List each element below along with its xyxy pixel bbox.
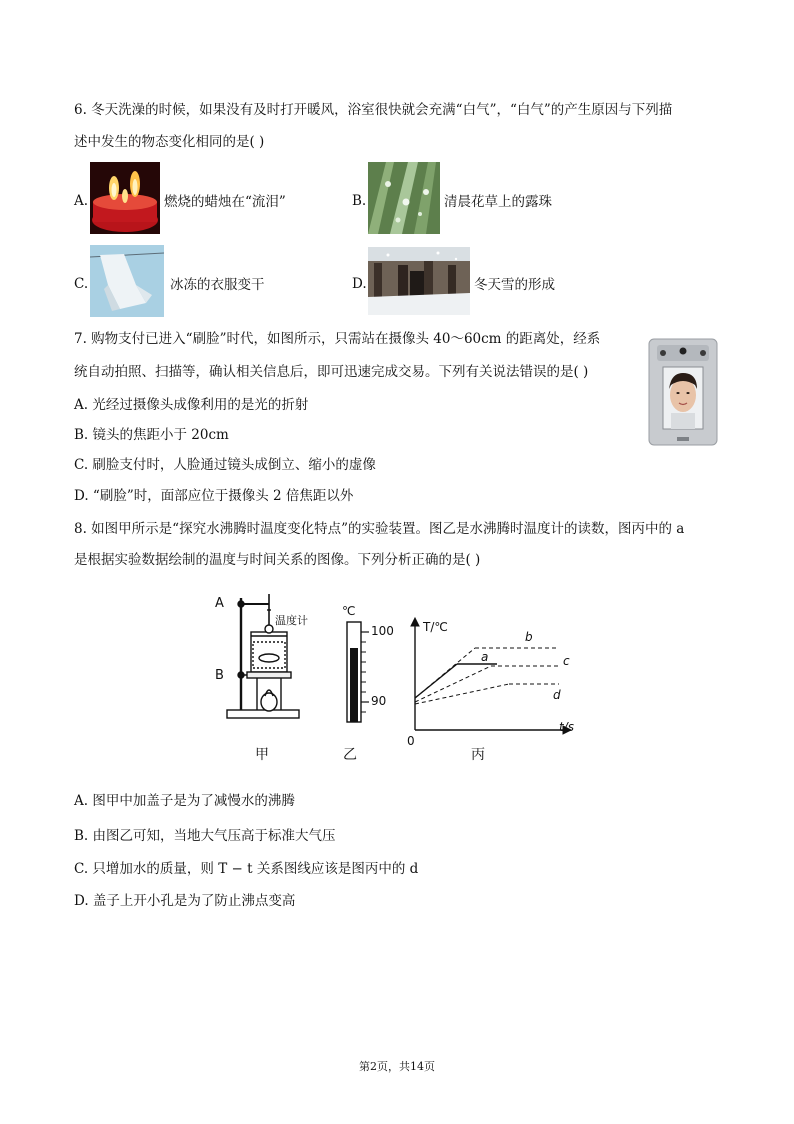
q6-option-d-text: 冬天雪的形成 bbox=[474, 277, 555, 293]
q7-stem-line2: 统自动拍照、扫描等，确认相关信息后，即可迅速完成交易。下列有关说法错误的是( ) bbox=[74, 364, 589, 380]
candle-photo-icon bbox=[90, 162, 160, 234]
q7-option-d: D. “刷脸”时，面部应位于摄像头 2 倍焦距以外 bbox=[74, 488, 354, 504]
q6-stem-line2: 述中发生的物态变化相同的是( ) bbox=[74, 134, 265, 150]
q6-option-a-letter: A. bbox=[74, 193, 89, 209]
fig-jia-point-b: B bbox=[215, 668, 224, 683]
fig-jia-thermometer-label: 温度计 bbox=[275, 614, 308, 627]
fig-bing-x-label: t/s bbox=[559, 720, 574, 734]
q6-option-b-text: 清晨花草上的露珠 bbox=[444, 194, 552, 210]
q8-figure bbox=[205, 580, 585, 770]
q8-option-b: B. 由图乙可知，当地大气压高于标准大气压 bbox=[74, 828, 336, 844]
fig-yi-unit: ℃ bbox=[342, 604, 356, 618]
fig-yi-top-value: 100 bbox=[371, 624, 394, 638]
fig-bing-curve-b: b bbox=[525, 630, 533, 644]
q6-option-c-letter: C. bbox=[74, 276, 89, 292]
q6-option-c-text: 冰冻的衣服变干 bbox=[170, 277, 265, 293]
q8-option-a: A. 图甲中加盖子是为了减慢水的沸腾 bbox=[74, 793, 295, 809]
page-footer: 第2页，共14页 bbox=[359, 1060, 435, 1073]
q8-option-c: C. 只增加水的质量，则 T − t 关系图线应该是图丙中的 d bbox=[74, 861, 419, 877]
thermometer-reading-icon bbox=[347, 622, 369, 722]
q6-option-b-letter: B. bbox=[352, 193, 367, 209]
fig-jia-point-a: A bbox=[215, 596, 224, 611]
q6-option-a-text: 燃烧的蜡烛在“流泪” bbox=[164, 194, 286, 210]
fig-jia-caption: 甲 bbox=[255, 747, 269, 763]
dew-photo-icon bbox=[368, 162, 440, 234]
snow-photo-icon bbox=[368, 247, 470, 315]
frozen-clothes-photo-icon bbox=[90, 245, 164, 317]
fig-yi-caption: 乙 bbox=[343, 747, 357, 763]
fig-bing-y-label: T/℃ bbox=[423, 620, 448, 634]
q7-stem-line1: 7. 购物支付已进入“刷脸”时代，如图所示，只需站在摄像头 40～60cm 的距离处，经系 bbox=[74, 331, 601, 347]
fig-yi-bottom-value: 90 bbox=[371, 694, 387, 708]
q8-stem-line2: 是根据实验数据绘制的温度与时间关系的图像。下列分析正确的是( ) bbox=[74, 552, 481, 568]
fig-bing-origin: 0 bbox=[407, 734, 415, 748]
q7-option-b: B. 镜头的焦距小于 20cm bbox=[74, 427, 229, 443]
q7-option-a: A. 光经过摄像头成像利用的是光的折射 bbox=[74, 397, 309, 413]
q8-stem-line1: 8. 如图甲所示是“探究水沸腾时温度变化特点”的实验装置。图乙是水沸腾时温度计的读数，图丙中的 a bbox=[74, 521, 685, 537]
fig-bing-caption: 丙 bbox=[471, 747, 485, 763]
q8-option-d: D. 盖子上开小孔是为了防止沸点变高 bbox=[74, 893, 296, 909]
q7-option-c: C. 刷脸支付时，人脸通过镜头成倒立、缩小的虚像 bbox=[74, 457, 376, 473]
q6-stem-line1: 6. 冬天洗澡的时候，如果没有及时打开暖风，浴室很快就会充满“白气”，“白气”的产生原因与下列描 bbox=[74, 102, 673, 118]
fig-bing-curve-a: a bbox=[481, 650, 489, 664]
face-payment-device-icon bbox=[647, 337, 719, 449]
fig-bing-curve-c: c bbox=[563, 654, 570, 668]
q6-option-d-letter: D. bbox=[352, 276, 367, 292]
fig-bing-curve-d: d bbox=[553, 688, 561, 702]
temperature-time-graph bbox=[411, 618, 571, 734]
